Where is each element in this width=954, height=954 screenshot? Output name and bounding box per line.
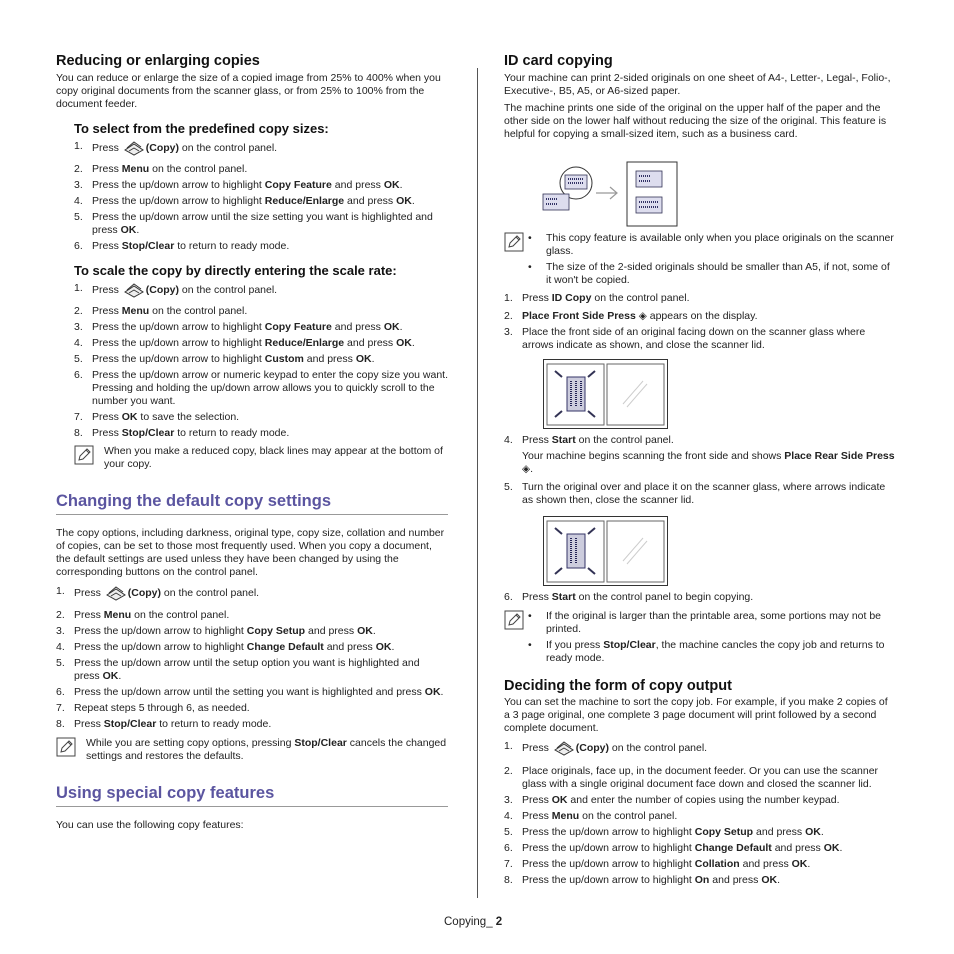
scale-title: To scale the copy by directly entering the scale rate:: [74, 263, 397, 278]
list-item: 4. Press Start on the control panel.: [504, 434, 674, 446]
section-title-default: Changing the default copy settings: [56, 491, 448, 515]
idcard-steps-3: [504, 591, 896, 887]
note-default-settings: While you are setting copy options, pressing Stop/Clear cancels the changed settings and restores the defaults.: [56, 737, 448, 763]
idcard-illustration: [540, 161, 680, 227]
section-title-idcard: ID card copying: [504, 53, 613, 69]
section-title-reduce: Reducing or enlarging copies: [56, 53, 260, 69]
start-diamond-icon: ◈: [522, 463, 531, 475]
list-item: 3. Press the up/down arrow to highlight Copy Feature and press OK.: [74, 321, 403, 333]
list-item: • This copy feature is available only when you place originals on the scanner glass.: [528, 232, 894, 257]
list-item: • If you press Stop/Clear, the machine cancles the copy job and returns to ready mode.: [528, 639, 885, 664]
list-item: 5. Press the up/down arrow to highlight Custom and press OK.: [74, 353, 375, 365]
output-intro: You can set the machine to sort the copy job. For example, if you make 2 copies of a 3 page original, one complete 3 page document will print followed by a second complete document.: [504, 696, 888, 734]
list-item: 6. Press the up/down arrow or numeric keypad to enter the copy size you want. Pressing and holding the up/down arrow allows you to quickly scroll to the number you want.: [74, 369, 449, 407]
note-pencil-icon: [504, 232, 524, 256]
list-item: 4. Press the up/down arrow to highlight Change Default and press OK.: [56, 641, 395, 653]
predef-steps: [74, 140, 448, 253]
list-item: 8. Press Stop/Clear to return to ready mode.: [74, 427, 290, 439]
copy-icon: [552, 740, 576, 760]
copy-icon: [122, 140, 146, 160]
list-item: 6. Press Stop/Clear to return to ready mode.: [74, 240, 290, 252]
scanner-glass-rear-illustration: [543, 516, 668, 586]
idcard-intro-2: The machine prints one side of the original on the upper half of the paper and the other side on the lower half without reducing the size of the original. This feature is helpful for copying a small-sized item, such as a business card.: [504, 102, 887, 140]
list-item: 5. Press the up/down arrow until the size setting you want is highlighted and press OK.: [74, 211, 433, 236]
list-item: 7. Repeat steps 5 through 6, as needed.: [56, 702, 250, 714]
special-intro: You can use the following copy features:: [56, 819, 244, 831]
right-column: [504, 50, 896, 141]
start-diamond-icon: ◈: [638, 310, 647, 322]
note-reduced-copy: When you make a reduced copy, black lines may appear at the bottom of your copy.: [74, 445, 448, 471]
note-idcard: [504, 232, 896, 287]
list-item: 7. Press the up/down arrow to highlight Collation and press OK.: [504, 858, 811, 870]
copy-icon: [122, 282, 146, 302]
output-steps: [504, 740, 896, 887]
note-idcard-2: [504, 610, 896, 665]
list-item: 5. Turn the original over and place it on the scanner glass, where arrows indicate as shown then, close the scanner lid.: [504, 481, 886, 506]
list-item: 1. Press (Copy) on the control panel.: [56, 585, 448, 605]
list-item: 2. Place Front Side Press ◈ appears on the display.: [504, 310, 758, 322]
note-pencil-icon: [504, 610, 524, 634]
list-item: 3. Press OK and enter the number of copies using the number keypad.: [504, 794, 840, 806]
list-item: • If the original is larger than the printable area, some portions may not be printed.: [528, 610, 882, 635]
list-item: 3. Press the up/down arrow to highlight Copy Feature and press OK.: [74, 179, 403, 191]
list-item: 4. Press the up/down arrow to highlight Reduce/Enlarge and press OK.: [74, 337, 415, 349]
list-item: 1. Press (Copy) on the control panel.: [504, 740, 896, 760]
left-column: [56, 50, 448, 832]
list-item: 1. Press (Copy) on the control panel.: [74, 140, 448, 160]
list-item: 1. Press (Copy) on the control panel.: [74, 282, 448, 302]
list-item: 8. Press Stop/Clear to return to ready mode.: [56, 718, 272, 730]
note-pencil-icon: [74, 445, 94, 469]
note-pencil-icon: [56, 737, 76, 761]
list-item: 3. Press the up/down arrow to highlight Copy Setup and press OK.: [56, 625, 376, 637]
section-title-special: Using special copy features: [56, 783, 448, 807]
default-intro: The copy options, including darkness, original type, copy size, collation and number of copies, can be set to those most frequently used. When you copy a document, the default settings are used unless they have been changed by using the corresponding buttons on the control panel.: [56, 527, 445, 578]
list-item: 2. Press Menu on the control panel.: [56, 609, 230, 621]
list-item: 6. Press Start on the control panel to begin copying.: [504, 591, 754, 603]
column-divider: [477, 68, 478, 898]
list-item: 1. Press ID Copy on the control panel.: [504, 292, 690, 304]
copy-icon: [104, 585, 128, 605]
scanner-glass-front-illustration: [543, 359, 668, 429]
idcard-steps-2: [504, 434, 896, 507]
scale-steps: [74, 282, 448, 471]
list-item: Your machine begins scanning the front side and shows Place Rear Side Press ◈.: [522, 450, 895, 475]
list-item: 5. Press the up/down arrow to highlight Copy Setup and press OK.: [504, 826, 824, 838]
list-item: 4. Press the up/down arrow to highlight Reduce/Enlarge and press OK.: [74, 195, 415, 207]
list-item: 6. Press the up/down arrow until the setting you want is highlighted and press OK.: [56, 686, 444, 698]
list-item: 2. Press Menu on the control panel.: [74, 305, 248, 317]
list-item: • The size of the 2-sided originals should be smaller than A5, if not, some of it won't be copied.: [528, 261, 890, 286]
list-item: 8. Press the up/down arrow to highlight On and press OK.: [504, 874, 780, 886]
list-item: 2. Place originals, face up, in the document feeder. Or you can use the scanner glass with a single original document face down and closed the scanner lid.: [504, 765, 879, 790]
predef-title: To select from the predefined copy sizes:: [74, 121, 329, 136]
section-title-output: Deciding the form of copy output: [504, 678, 732, 694]
list-item: 4. Press Menu on the control panel.: [504, 810, 678, 822]
list-item: 3. Place the front side of an original facing down on the scanner glass where arrows indicate as shown, and close the scanner lid.: [504, 326, 866, 351]
idcard-steps: [504, 232, 896, 352]
idcard-intro-1: Your machine can print 2-sided originals on one sheet of A4-, Letter-, Legal-, Folio-, Executive-, B5, A5, or A6-sized paper.: [504, 72, 891, 97]
list-item: 5. Press the up/down arrow until the setup option you want is highlighted and press OK.: [56, 657, 420, 682]
list-item: 2. Press Menu on the control panel.: [74, 163, 248, 175]
default-steps: [56, 585, 448, 731]
list-item: 7. Press OK to save the selection.: [74, 411, 240, 423]
list-item: 6. Press the up/down arrow to highlight Change Default and press OK.: [504, 842, 843, 854]
reduce-intro: You can reduce or enlarge the size of a copied image from 25% to 400% when you copy original documents from the scanner glass, or from 25% to 100% from the document feeder.: [56, 72, 441, 110]
page-footer: Copying_ 2: [444, 916, 503, 928]
